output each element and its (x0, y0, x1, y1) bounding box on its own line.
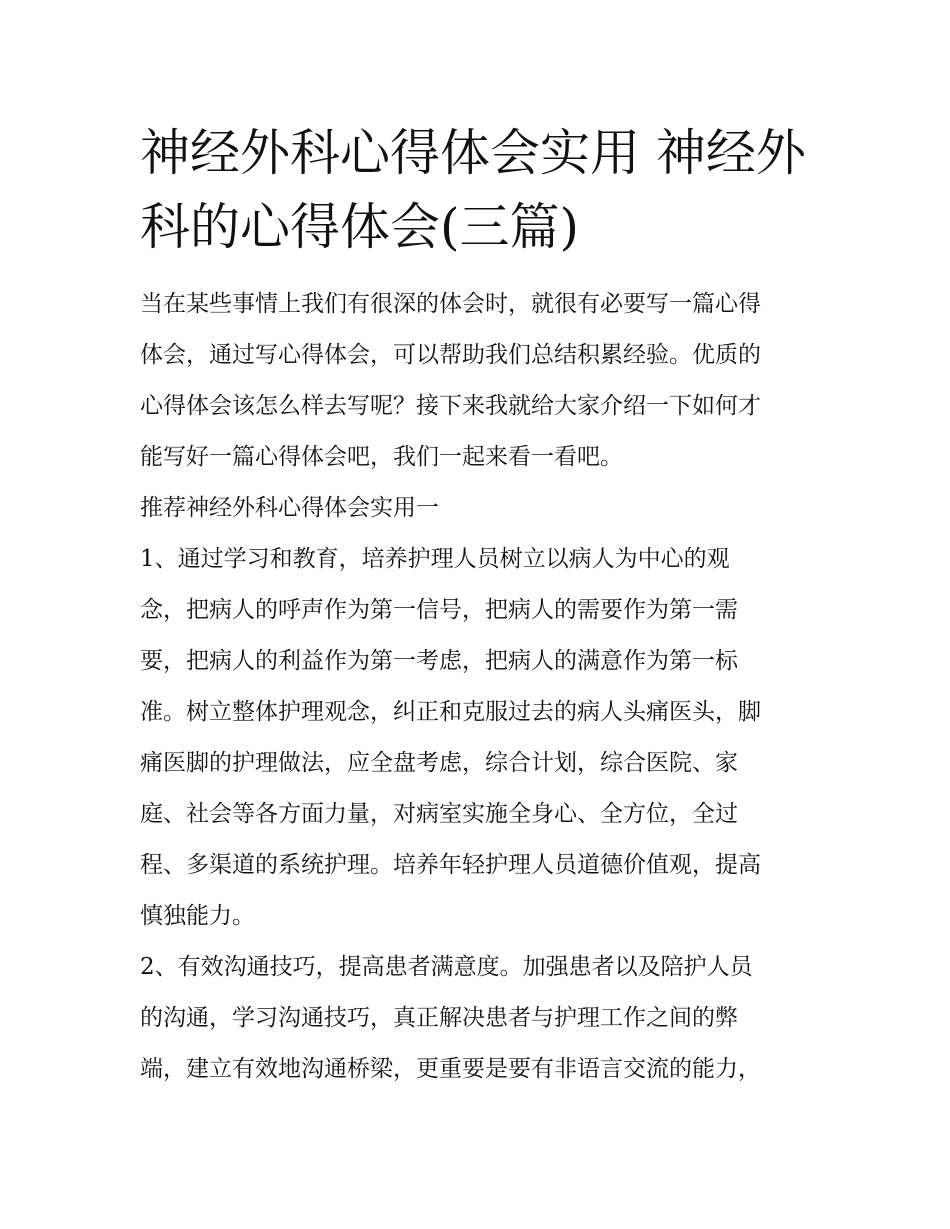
item-1-line: 准。树立整体护理观念，纠正和克服过去的病人头痛医头，脚 (140, 699, 761, 725)
intro-line: 体会，通过写心得体会，可以帮助我们总结积累经验。优质的 (140, 342, 761, 368)
item-2-line: 端，建立有效地沟通桥梁，更重要是要有非语言交流的能力， (140, 1056, 761, 1082)
item-1-line: 要，把病人的利益作为第一考虑，把病人的满意作为第一标 (140, 648, 738, 674)
item-1-line: 程、多渠道的系统护理。培养年轻护理人员道德价值观，提高 (140, 852, 761, 878)
intro-line: 心得体会该怎么样去写呢？接下来我就给大家介绍一下如何才 (140, 393, 761, 419)
item-1-line: 痛医脚的护理做法，应全盘考虑，综合计划，综合医院、家 (140, 750, 738, 776)
item-1-line: 慎独能力。 (140, 903, 255, 929)
document-title (140, 116, 830, 264)
intro-line: 能写好一篇心得体会吧，我们一起来看一看吧。 (140, 444, 623, 470)
item-1-line: 1、通过学习和教育，培养护理人员树立以病人为中心的观 (140, 546, 730, 572)
item-2-line: 的沟通，学习沟通技巧，真正解决患者与护理工作之间的弊 (140, 1005, 738, 1031)
section-heading: 推荐神经外科心得体会实用一 (140, 495, 439, 521)
title-line: 科的心得体会(三篇) (140, 198, 580, 256)
intro-line: 当在某些事情上我们有很深的体会时，就很有必要写一篇心得 (140, 291, 761, 317)
item-1-line: 庭、社会等各方面力量，对病室实施全身心、全方位，全过 (140, 801, 738, 827)
item-1-line: 念，把病人的呼声作为第一信号，把病人的需要作为第一需 (140, 597, 738, 623)
document-body (140, 279, 830, 1095)
item-2-line: 2、有效沟通技巧，提高患者满意度。加强患者以及陪护人员 (140, 954, 753, 980)
title-line: 神经外科心得体会实用 神经外 (140, 124, 806, 182)
